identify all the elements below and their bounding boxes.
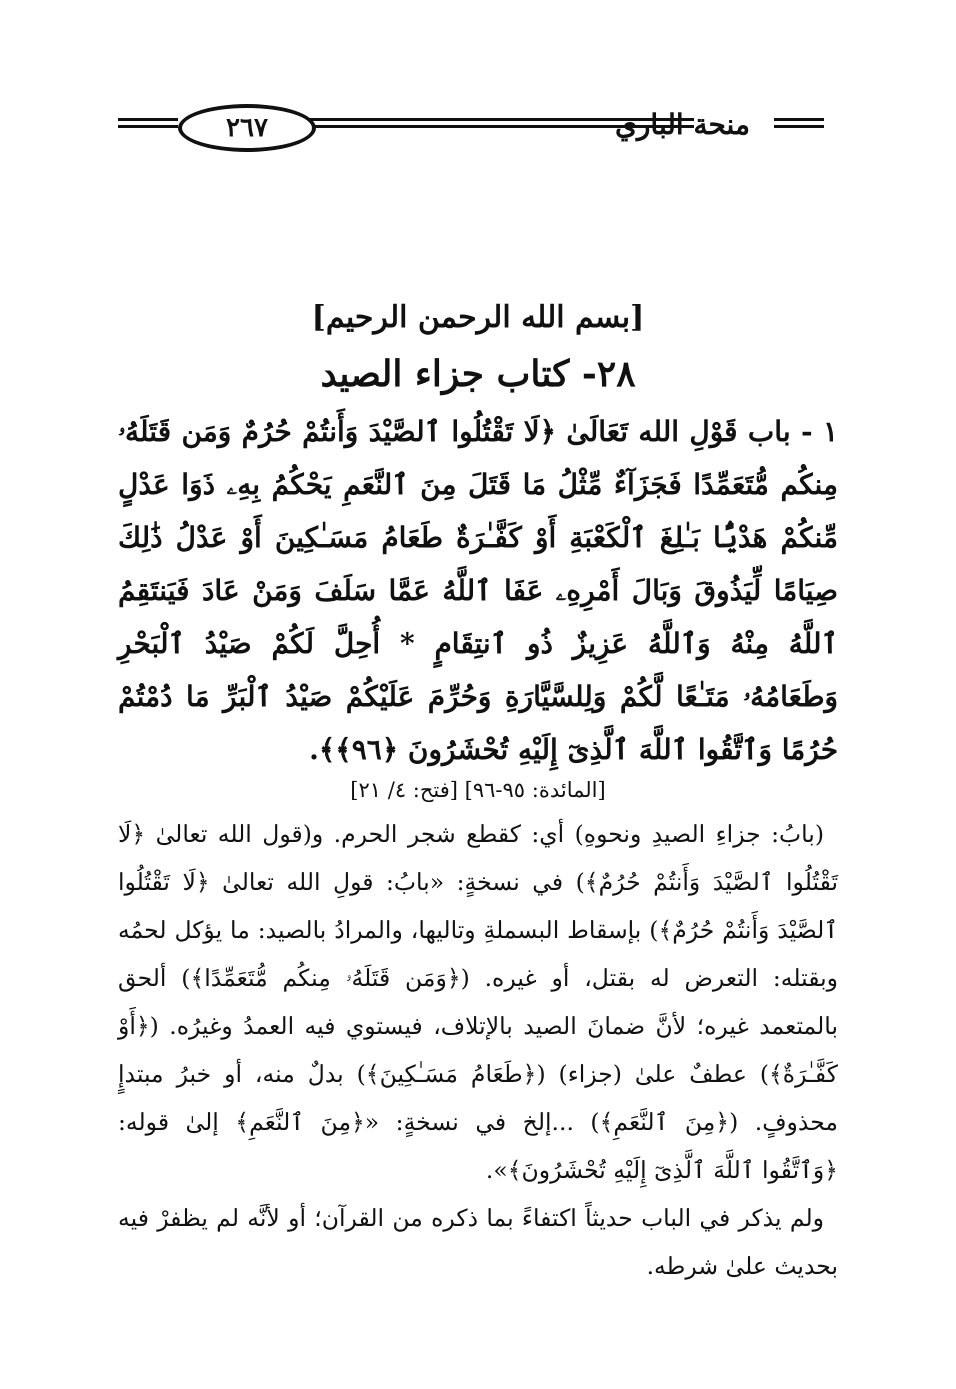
- header-rule-left: [118, 118, 178, 128]
- header-rule-right: [774, 118, 824, 128]
- verse-reference: [المائدة: ٩٥-٩٦] [فتح: ٤/ ٢١]: [350, 778, 606, 802]
- commentary-paragraph: (بابُ: جزاءِ الصيدِ ونحوهِ) أي: كقطع شجر الحرم. و(قول الله تعالىٰ ﴿لَا تَقْتُلُوا ٱلصَّيْدَ وَأَنتُمْ حُرُمٌ﴾) في نسخةٍ: «بابُ: قولِ الله تعالىٰ ﴿لَا تَقْتُلُوا ٱلصَّيْدَ وَأَنتُمْ حُرُمٌ﴾) بإسقاط البسملةِ وتاليها، والمرادُ بالصيد: ما يؤكل لحمُه وبقتله: التعرض له بقتل، أو غيره. (﴿وَمَن قَتَلَهُۥ مِنكُم مُّتَعَمِّدًا﴾) ألحق بالمتعمد غيره؛ لأنَّ ضمانَ الصيد بالإتلاف، فيستوي فيه العمدُ وغيرُه. (﴿أَوْ كَفَّـٰرَةٌ﴾) عطفٌ علىٰ (جزاء) (﴿طَعَامُ مَسَـٰكِينَ﴾) بدلٌ منه، أو خبرُ مبتدإٍ محذوفٍ. (﴿مِنَ ٱلنَّعَمِ﴾) ...إلخ في نسخةٍ: «﴿مِنَ ٱلنَّعَمِ﴾ إلىٰ قوله: ﴿وَٱتَّقُوا ٱللَّهَ ٱلَّذِىٓ إِلَيْهِ تُحْشَرُونَ﴾».: [118, 820, 838, 1184]
- page-number: ٢٦٧: [178, 104, 316, 152]
- commentary-paragraph: ولم يذكر في الباب حديثاً اكتفاءً بما ذكره من القرآن؛ أو لأنَّه لم يظفرْ فيه بحديث علىٰ شرطه.: [118, 1204, 838, 1280]
- basmala: [بسم الله الرحمن الرحيم]: [311, 300, 645, 335]
- book-heading: ٢٨- كتاب جزاء الصيد: [320, 353, 636, 395]
- chapter-verse: ١ - باب قَوْلِ الله تَعَالَىٰ ﴿لَا تَقْتُلُوا ٱلصَّيْدَ وَأَنتُمْ حُرُمٌ وَمَن قَتَلَهُۥ مِنكُم مُّتَعَمِّدًا فَجَزَآءٌ مِّثْلُ مَا قَتَلَ مِنَ ٱلنَّعَمِ يَحْكُمُ بِهِۦ ذَوَا عَدْلٍ مِّنكُمْ هَدْيًۢا بَـٰلِغَ ٱلْكَعْبَةِ أَوْ كَفَّـٰرَةٌ طَعَامُ مَسَـٰكِينَ أَوْ عَدْلُ ذَٰلِكَ صِيَامًا لِّيَذُوقَ وَبَالَ أَمْرِهِۦ عَفَا ٱللَّهُ عَمَّا سَلَفَ وَمَنْ عَادَ فَيَنتَقِمُ ٱللَّهُ مِنْهُ وَٱللَّهُ عَزِيزٌ ذُو ٱنتِقَامٍ * أُحِلَّ لَكُمْ صَيْدُ ٱلْبَحْرِ وَطَعَامُهُۥ مَتَـٰعًا لَّكُمْ وَلِلسَّيَّارَةِ وَحُرِّمَ عَلَيْكُمْ صَيْدُ ٱلْبَرِّ مَا دُمْتُمْ حُرُمًا وَٱتَّقُوا ٱللَّهَ ٱلَّذِىٓ إِلَيْهِ تُحْشَرُونَ ﴿٩٦﴾﴾.: [118, 415, 838, 766]
- book-title: منحة الباري: [614, 108, 750, 141]
- page-content: [118, 300, 838, 1290]
- page-header: [118, 100, 824, 156]
